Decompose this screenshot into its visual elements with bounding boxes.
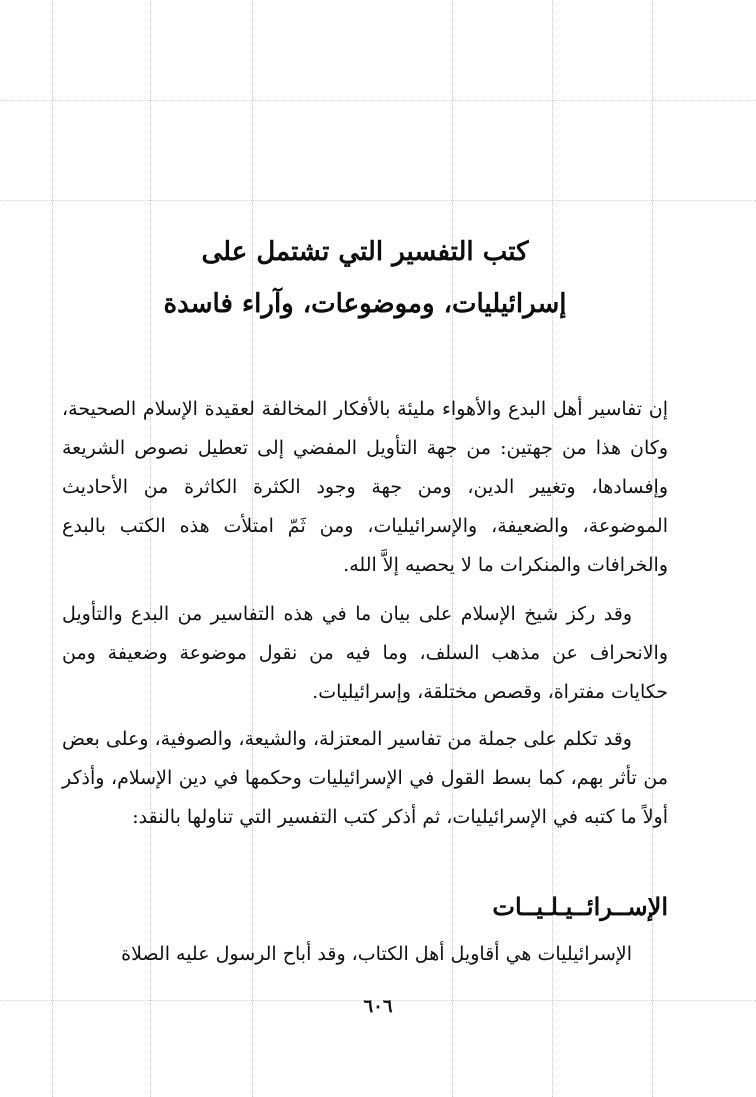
- body-text: [62, 390, 668, 585]
- chapter-title-line-2: إسرائيليات، وموضوعات، وآراء فاسدة: [163, 289, 567, 319]
- paragraph-1: إن تفاسير أهل البدع والأهواء مليئة بالأفكار المخالفة لعقيدة الإسلام الصحيحة، وكان هذا من جهتين: من جهة التأويل المفضي إلى تعطيل نصوص الشريعة وإفسادها، وتغيير الدين، ومن جهة وجود الكثرة الكاثرة من الأحاديث الموضوعة، والضعيفة، والإسرائيليات، ومن ثَمّ امتلأت هذه الكتب بالبدع والخرافات والمنكرات ما لا يحصيه إلاَّ الله.: [62, 398, 668, 576]
- page-number: ٦٠٦: [363, 996, 393, 1017]
- paragraph-3: وقد تكلم على جملة من تفاسير المعتزلة، والشيعة، والصوفية، وعلى بعض من تأثر بهم، كما بسط القول في الإسرائيليات وحكمها في دين الإسلام، وأذكر أولاً ما كتبه في الإسرائيليات، ثم أذكر كتب التفسير التي تناولها بالنقد:: [62, 728, 668, 828]
- guide-line: [52, 0, 53, 1097]
- body-text: [62, 720, 668, 837]
- guide-line: [0, 100, 756, 101]
- section-heading: الإســرائــيـلـيــات: [492, 892, 668, 921]
- paragraph-2: وقد ركز شيخ الإسلام على بيان ما في هذه التفاسير من البدع والتأويل والانحراف عن مذهب السلف، وما فيه من نقول موضوعة وضعيفة ومن حكايات مفتراة، وقصص مختلقة، وإسرائيليات.: [62, 603, 668, 703]
- body-text: [62, 595, 668, 712]
- chapter-title-line-1: كتب التفسير التي تشتمل على: [201, 237, 529, 267]
- chapter-title: [62, 226, 668, 330]
- guide-line: [0, 200, 756, 201]
- paragraph-4: الإسرائيليات هي أقاويل أهل الكتاب، وقد أباح الرسول عليه الصلاة: [121, 943, 632, 965]
- body-text: [62, 935, 668, 974]
